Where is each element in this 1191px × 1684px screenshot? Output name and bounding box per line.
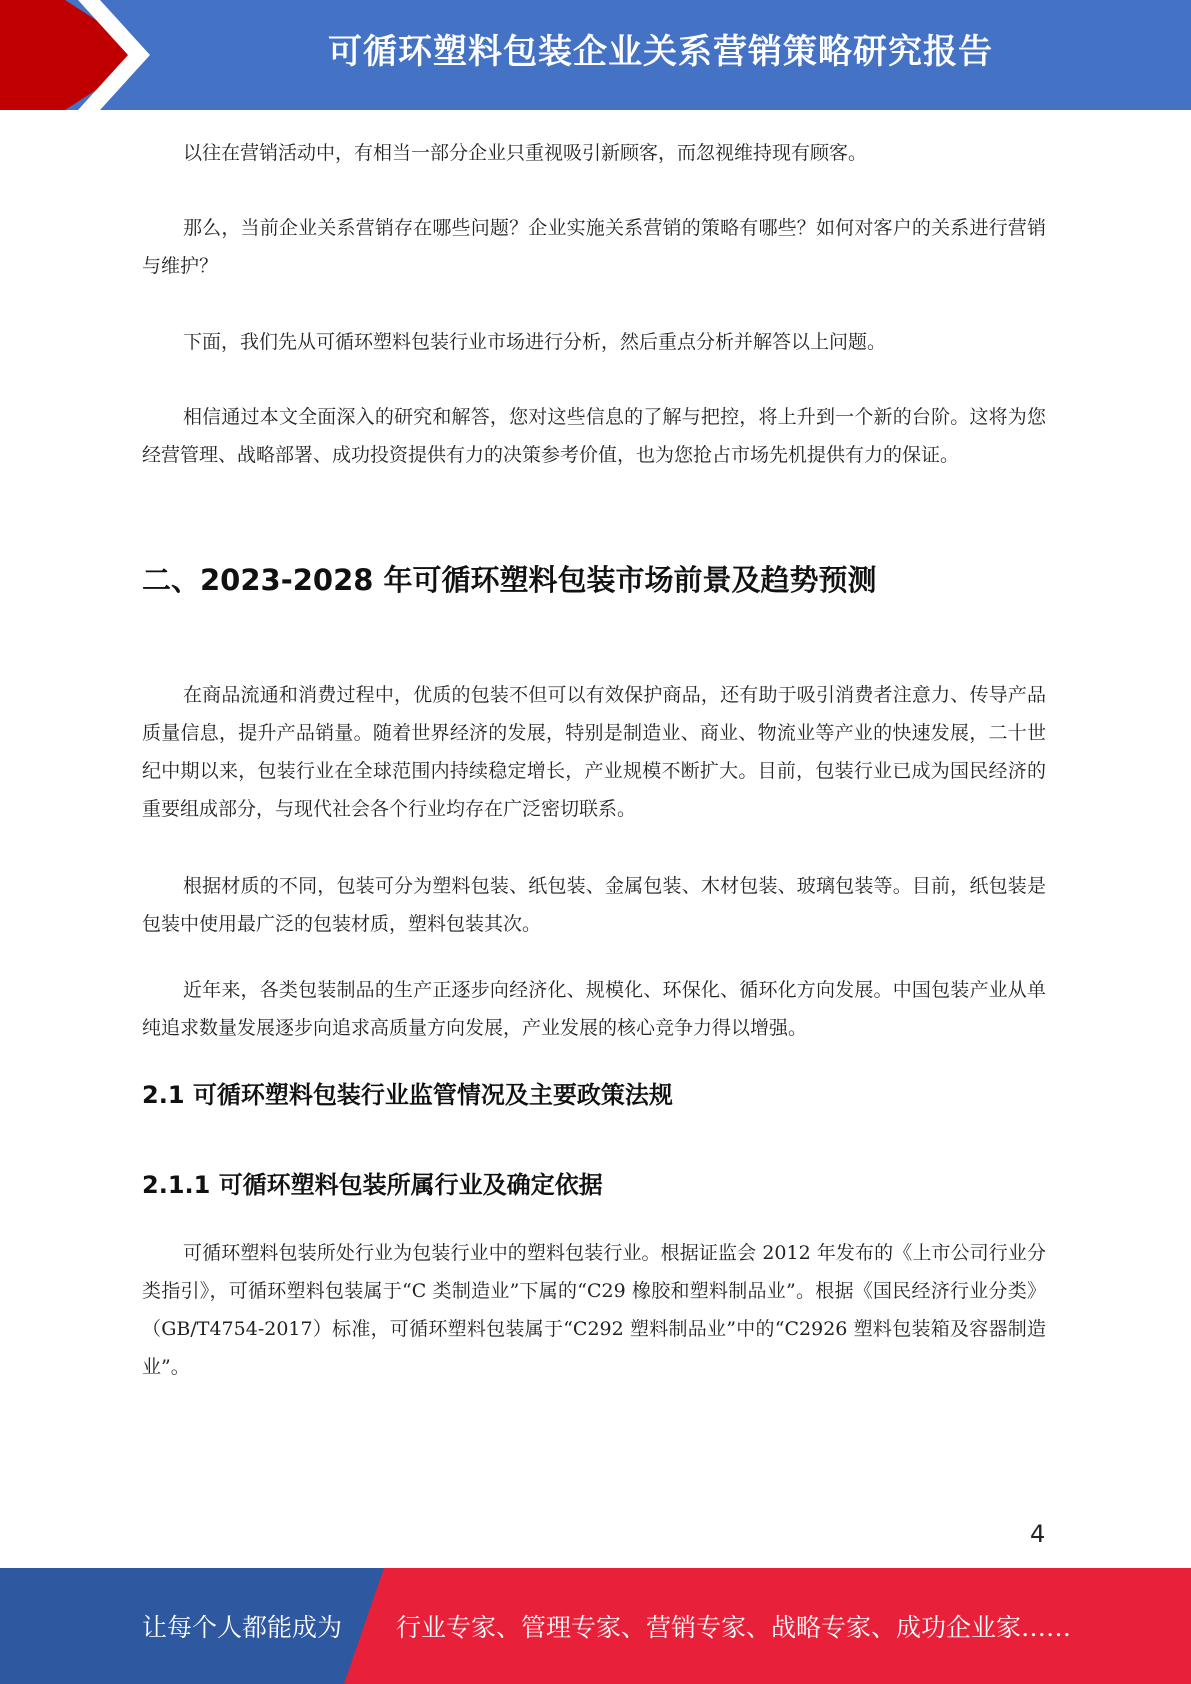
paragraph-3: 下面，我们先从可循环塑料包装行业市场进行分析，然后重点分析并解答以上问题。 [183, 331, 887, 353]
footer-slogan-right: 行业专家、管理专家、营销专家、战略专家、成功企业家…… [396, 1613, 1072, 1642]
paragraph-8: 可循环塑料包装所处行业为包装行业中的塑料包装行业。根据证监会 2012 年发布的《上市公司行业分类指引》，可循环塑料包装属于“C 类制造业”下属的“C29 橡胶和塑料制品业”。根据《国民经济行业分类》（GB/T4754-2017）标准，可循环塑料包装属于“C292 塑料制品业”中的“C2926 塑料包装箱及容器制造业”。 [142, 1242, 1046, 1378]
footer-slogan-left: 让每个人都能成为 [142, 1613, 343, 1642]
paragraph-6: 根据材质的不同，包装可分为塑料包装、纸包装、金属包装、木材包装、玻璃包装等。目前，纸包装是包装中使用最广泛的包装材质，塑料包装其次。 [142, 875, 1046, 935]
header-red-chevron [0, 0, 150, 110]
paragraph-7: 近年来，各类包装制品的生产正逐步向经济化、规模化、环保化、循环化方向发展。中国包装产业从单纯追求数量发展逐步向追求高质量方向发展，产业发展的核心竞争力得以增强。 [142, 979, 1046, 1039]
paragraph-2: 那么，当前企业关系营销存在哪些问题？企业实施关系营销的策略有哪些？如何对客户的关系进行营销与维护？ [142, 217, 1046, 277]
section-heading-2: 二、2023-2028 年可循环塑料包装市场前景及趋势预测 [142, 563, 877, 597]
paragraph-5: 在商品流通和消费过程中，优质的包装不但可以有效保护商品，还有助于吸引消费者注意力、传导产品质量信息，提升产品销量。随着世界经济的发展，特别是制造业、商业、物流业等产业的快速发展，二十世纪中期以来，包装行业在全球范围内持续稳定增长，产业规模不断扩大。目前，包装行业已成为国民经济的重要组成部分，与现代社会各个行业均存在广泛密切联系。 [142, 684, 1046, 820]
subsection-heading-2-1: 2.1 可循环塑料包装行业监管情况及主要政策法规 [142, 1081, 673, 1109]
report-title: 可循环塑料包装企业关系营销策略研究报告 [328, 32, 993, 72]
page-number: 4 [1030, 1520, 1046, 1548]
paragraph-4: 相信通过本文全面深入的研究和解答，您对这些信息的了解与把控，将上升到一个新的台阶。这将为您经营管理、战略部署、成功投资提供有力的决策参考价值，也为您抢占市场先机提供有力的保证。 [142, 406, 1046, 466]
subsection-heading-2-1-1: 2.1.1 可循环塑料包装所属行业及确定依据 [142, 1171, 603, 1199]
paragraph-1: 以往在营销活动中，有相当一部分企业只重视吸引新顾客，而忽视维持现有顾客。 [183, 142, 868, 164]
